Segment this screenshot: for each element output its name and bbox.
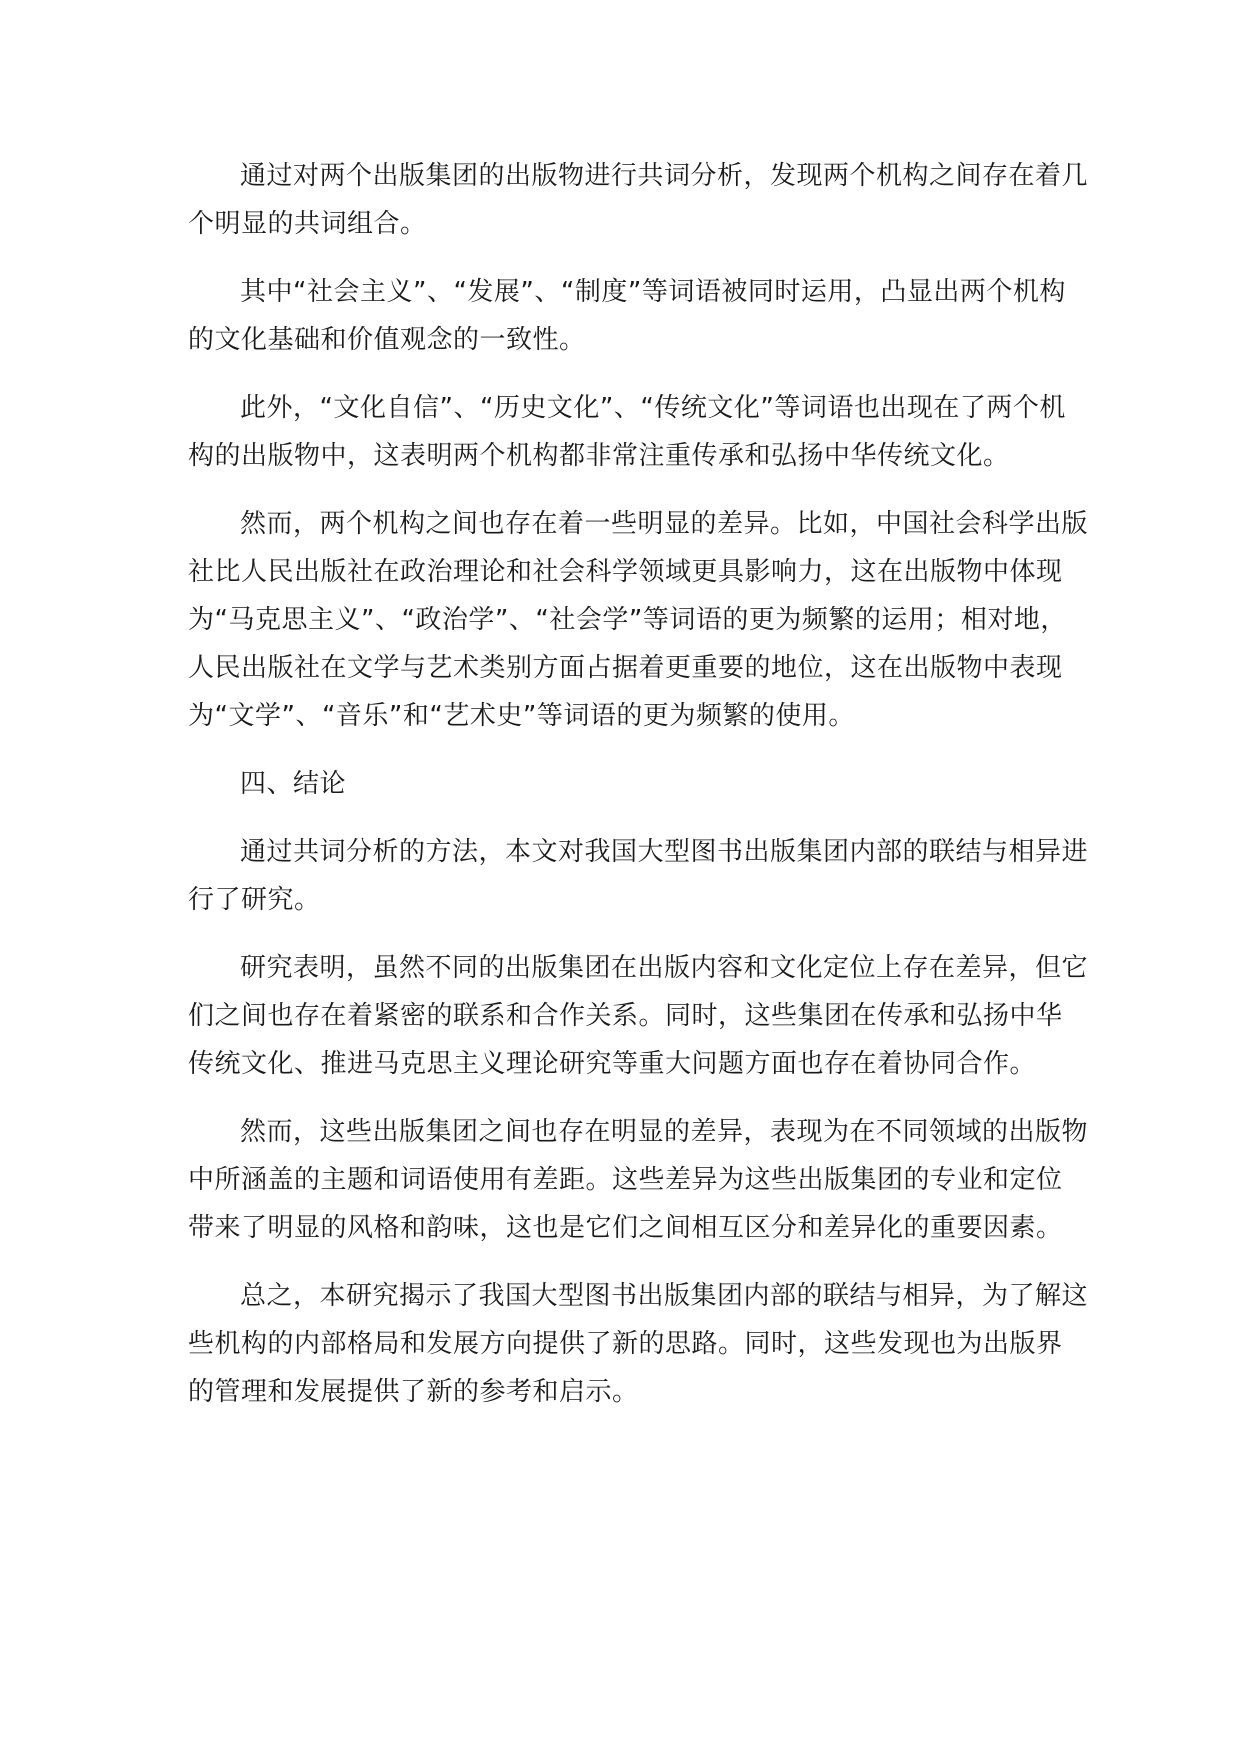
document-page: [188, 152, 1088, 1436]
paragraph-conclusion-research: 研究表明，虽然不同的出版集团在出版内容和文化定位上存在差异，但它们之间也存在着紧密的联系和合作关系。同时，这些集团在传承和弘扬中华传统文化、推进马克思主义理论研究等重大问题方面也存在着协同合作。: [188, 953, 1089, 1079]
paragraph-conclusion-method: 通过共词分析的方法，本文对我国大型图书出版集团内部的联结与相异进行了研究。: [188, 837, 1089, 915]
paragraph-conclusion-differences: 然而，这些出版集团之间也存在明显的差异，表现为在不同领域的出版物中所涵盖的主题和词语使用有差距。这些差异为这些出版集团的专业和定位带来了明显的风格和韵味，这也是它们之间相互区分和差异化的重要因素。: [188, 1117, 1089, 1243]
paragraph-conclusion-summary: 总之，本研究揭示了我国大型图书出版集团内部的联结与相异，为了解这些机构的内部格局和发展方向提供了新的思路。同时，这些发现也为出版界的管理和发展提供了新的参考和启示。: [188, 1281, 1089, 1407]
paragraph-differences: 然而，两个机构之间也存在着一些明显的差异。比如，中国社会科学出版社比人民出版社在政治理论和社会科学领域更具影响力，这在出版物中体现为“马克思主义”、“政治学”、“社会学”等词语的更为频繁的运用；相对地，人民出版社在文学与艺术类别方面占据着更重要的地位，这在出版物中表现为“文学”、“音乐”和“艺术史”等词语的更为频繁的使用。: [188, 509, 1089, 731]
paragraph-traditional-culture: 此外，“文化自信”、“历史文化”、“传统文化”等词语也出现在了两个机构的出版物中，这表明两个机构都非常注重传承和弘扬中华传统文化。: [188, 393, 1066, 471]
paragraph-co-word-findings: 通过对两个出版集团的出版物进行共词分析，发现两个机构之间存在着几个明显的共词组合。: [188, 161, 1089, 239]
paragraph-shared-terms: 其中“社会主义”、“发展”、“制度”等词语被同时运用，凸显出两个机构的文化基础和价值观念的一致性。: [188, 277, 1066, 355]
section-heading-conclusion: 四、结论: [240, 769, 347, 799]
